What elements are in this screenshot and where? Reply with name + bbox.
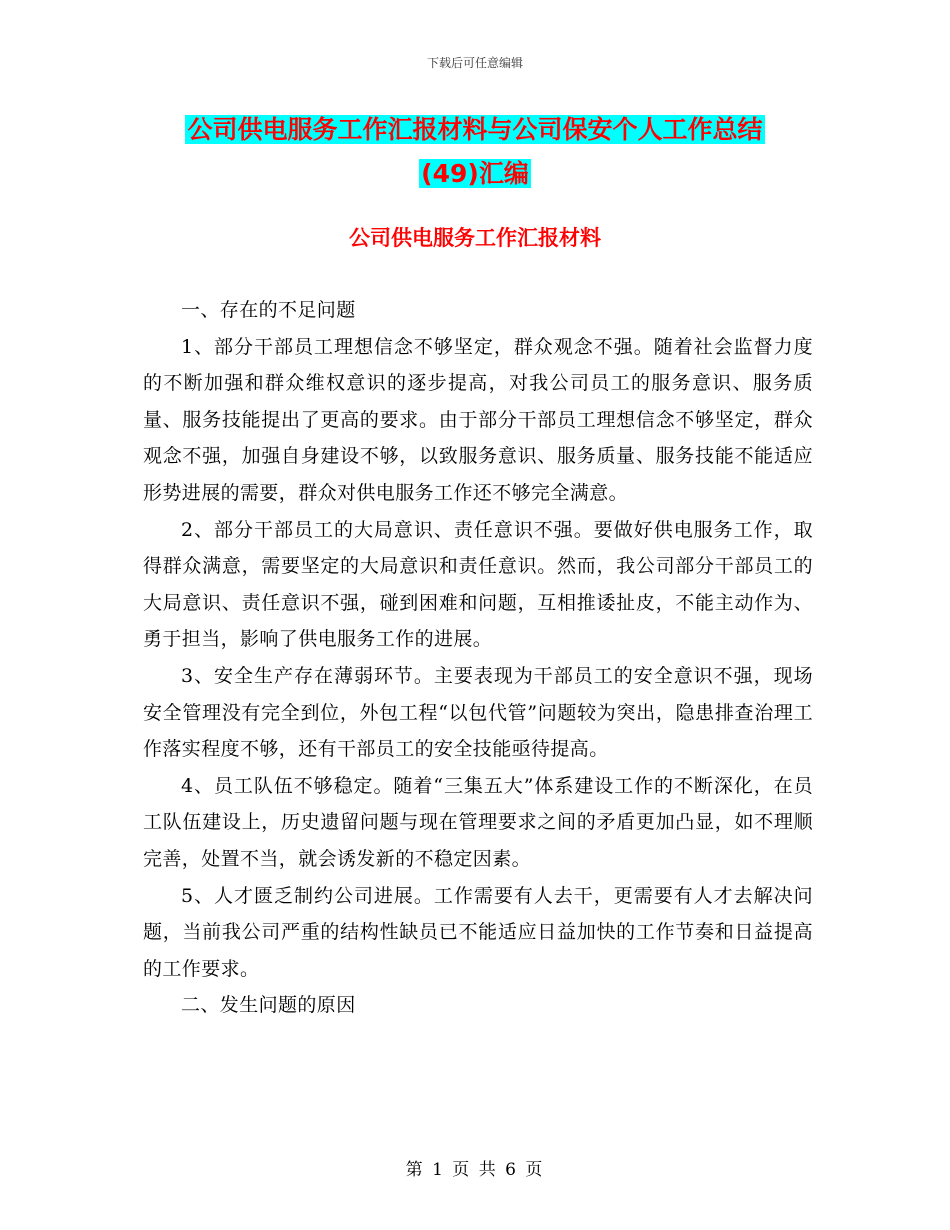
document-title-line-1: 公司供电服务工作汇报材料与公司保安个人工作总结 — [187, 115, 763, 144]
heading-shortcomings: 一、存在的不足问题 — [181, 299, 356, 321]
paragraph-2: 2、部分干部员工的大局意识、责任意识不强。要做好供电服务工作，取得群众满意，需要坚定的大局意识和责任意识。然而，我公司部分干部员工的大局意识、责任意识不强，碰到困难和问题，互相推诿扯皮，不能主动作为、勇于担当，影响了供电服务工作的进展。 — [143, 518, 813, 651]
document-body — [143, 292, 813, 1024]
page-footer: 第 1 页 共 6 页 — [405, 1160, 545, 1180]
paragraph-1: 1、部分干部员工理想信念不够坚定，群众观念不强。随着社会监督力度的不断加强和群众维权意识的逐步提高，对我公司员工的服务意识、服务质量、服务技能提出了更高的要求。由于部分干部员工理想信念不够坚定，群众观念不强，加强自身建设不够，以致服务意识、服务质量、服务技能不能适应形势进展的需要，群众对供电服务工作还不够完全满意。 — [143, 335, 813, 504]
header-note: 下载后可任意编辑 — [426, 56, 523, 70]
document-title — [0, 108, 950, 196]
paragraph-4: 4、员工队伍不够稳定。随着“三集五大”体系建设工作的不断深化，在员工队伍建设上，历史遗留问题与现在管理要求之间的矛盾更加凸显，如不理顺完善，处置不当，就会诱发新的不稳定因素。 — [143, 774, 813, 870]
heading-causes: 二、发生问题的原因 — [181, 994, 356, 1017]
section-title: 公司供电服务工作汇报材料 — [349, 226, 601, 250]
paragraph-3: 3、安全生产存在薄弱环节。主要表现为干部员工的安全意识不强，现场安全管理没有完全到位，外包工程“以包代管”问题较为突出，隐患排查治理工作落实程度不够，还有干部员工的安全技能亟待提高。 — [143, 664, 813, 761]
document-title-line-2: (49)汇编 — [421, 159, 529, 188]
paragraph-5: 5、人才匮乏制约公司进展。工作需要有人去干，更需要有人才去解决问题，当前我公司严重的结构性缺员已不能适应日益加快的工作节奏和日益提高的工作要求。 — [143, 884, 813, 980]
